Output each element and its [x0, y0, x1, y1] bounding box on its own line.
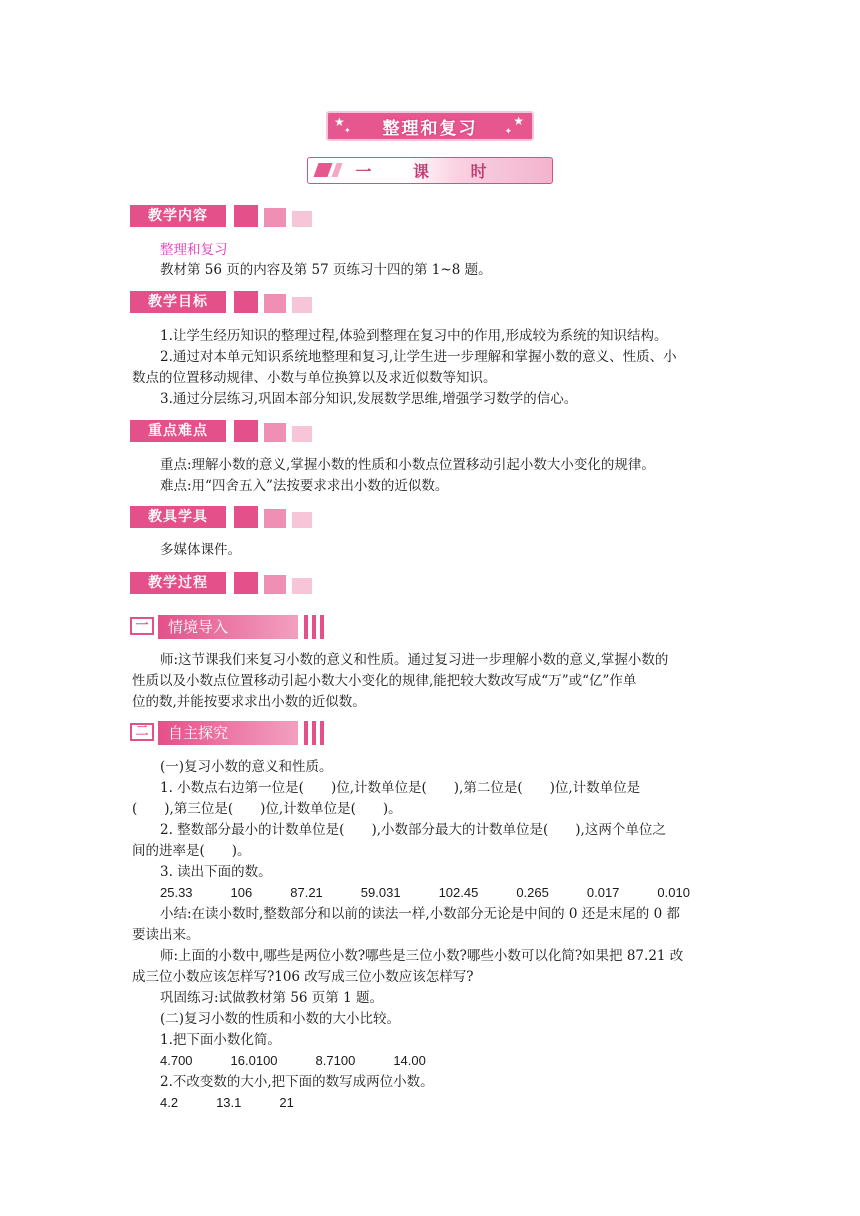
step-label: 情境导入: [158, 615, 298, 639]
summary-line: 要读出来。: [132, 927, 200, 943]
intro-line: 师:这节课我们来复习小数的意义和性质。通过复习进一步理解小数的意义,掌握小数的: [160, 652, 669, 668]
number-item: 59.031: [360, 885, 401, 900]
step-number: 一: [130, 617, 154, 635]
star-icon: ★: [334, 115, 345, 129]
summary-line: (二)复习小数的性质和小数的大小比较。: [160, 1011, 401, 1027]
section-label: 教具学具: [130, 506, 226, 528]
lesson-banner: [307, 157, 553, 184]
step-number: 二: [130, 723, 154, 741]
summary-line: 师:上面的小数中,哪些是两位小数?哪些是三位小数?哪些小数可以化简?如果把 87.21 改: [160, 948, 684, 964]
explore-line: 1. 小数点右边第一位是( )位,计数单位是( ),第二位是( )位,计数单位是: [160, 780, 641, 796]
key-line: 重点:理解小数的意义,掌握小数的性质和小数点位置移动引起小数大小变化的规律。: [160, 457, 655, 473]
number-item: 13.1: [216, 1095, 242, 1110]
decor-mark: [331, 163, 342, 177]
number-list-2: [160, 1051, 464, 1071]
number-item: 87.21: [290, 885, 323, 900]
star-icon: ✦: [344, 126, 351, 135]
number-item: 8.7100: [315, 1053, 356, 1068]
summary-line: 小结:在读小数时,整数部分和以前的读法一样,小数部分无论是中间的 0 还是末尾的 0 都: [160, 906, 680, 922]
content-topic: 整理和复习: [160, 242, 228, 258]
number-list-1: [160, 883, 728, 903]
section-label: 教学内容: [130, 205, 226, 227]
step-header-explore: [130, 721, 328, 745]
number-item: 4.2: [160, 1095, 179, 1110]
lesson-label: 一 课 时: [355, 162, 505, 181]
key-line: 难点:用“四舍五入”法按要求求出小数的近似数。: [160, 478, 449, 494]
decor-mark: [313, 163, 332, 177]
step-header-intro: [130, 615, 328, 639]
explore-line: ( ),第三位是( )位,计数单位是( )。: [132, 801, 402, 817]
title-banner: [326, 111, 534, 141]
number-item: 25.33: [160, 885, 193, 900]
goal-line: 2.通过对本单元知识系统地整理和复习,让学生进一步理解和掌握小数的意义、性质、小: [160, 349, 677, 365]
explore-line: 间的进率是( )。: [132, 843, 251, 859]
intro-line: 位的数,并能按要求求出小数的近似数。: [132, 694, 366, 710]
explore-line: (一)复习小数的意义和性质。: [160, 759, 333, 775]
summary-line: 成三位小数应该怎样写?106 改写成三位小数应该怎样写?: [132, 969, 474, 985]
explore-line: 3. 读出下面的数。: [160, 864, 272, 880]
number-item: 0.010: [657, 885, 690, 900]
summary-line: 1.把下面小数化简。: [160, 1032, 281, 1048]
number-item: 4.700: [160, 1053, 193, 1068]
intro-line: 性质以及小数点位置移动引起小数大小变化的规律,能把较大数改写成“万”或“亿”作单: [132, 673, 637, 689]
number-item: 14.00: [393, 1053, 426, 1068]
section-label: 教学过程: [130, 572, 226, 594]
number-item: 102.45: [438, 885, 479, 900]
number-list-3: [160, 1093, 332, 1113]
goal-line: 1.让学生经历知识的整理过程,体验到整理在复习中的作用,形成较为系统的知识结构。: [160, 328, 668, 344]
number-item: 0.265: [516, 885, 549, 900]
star-icon: ✦: [504, 127, 512, 137]
step-label: 自主探究: [158, 721, 298, 745]
number-item: 21: [279, 1095, 294, 1110]
goal-line: 数点的位置移动规律、小数与单位换算以及求近似数等知识。: [132, 370, 497, 386]
explore-line: 2. 整数部分最小的计数单位是( ),小数部分最大的计数单位是( ),这两个单位之: [160, 822, 666, 838]
number-item: 0.017: [586, 885, 620, 900]
section-label: 重点难点: [130, 420, 226, 442]
section-label: 教学目标: [130, 291, 226, 313]
content-text: 教材第 56 页的内容及第 57 页练习十四的第 1~8 题。: [160, 262, 492, 278]
question-2: 2.不改变数的大小,把下面的数写成两位小数。: [160, 1074, 434, 1090]
star-icon: ★: [513, 114, 524, 128]
page-title: 整理和复习: [382, 118, 478, 139]
summary-line: 巩固练习:试做教材第 56 页第 1 题。: [160, 990, 383, 1006]
tools-text: 多媒体课件。: [160, 542, 241, 558]
number-item: 16.0100: [230, 1053, 278, 1068]
number-item: 106: [230, 885, 253, 900]
goal-line: 3.通过分层练习,巩固本部分知识,发展数学思维,增强学习数学的信心。: [160, 391, 578, 407]
